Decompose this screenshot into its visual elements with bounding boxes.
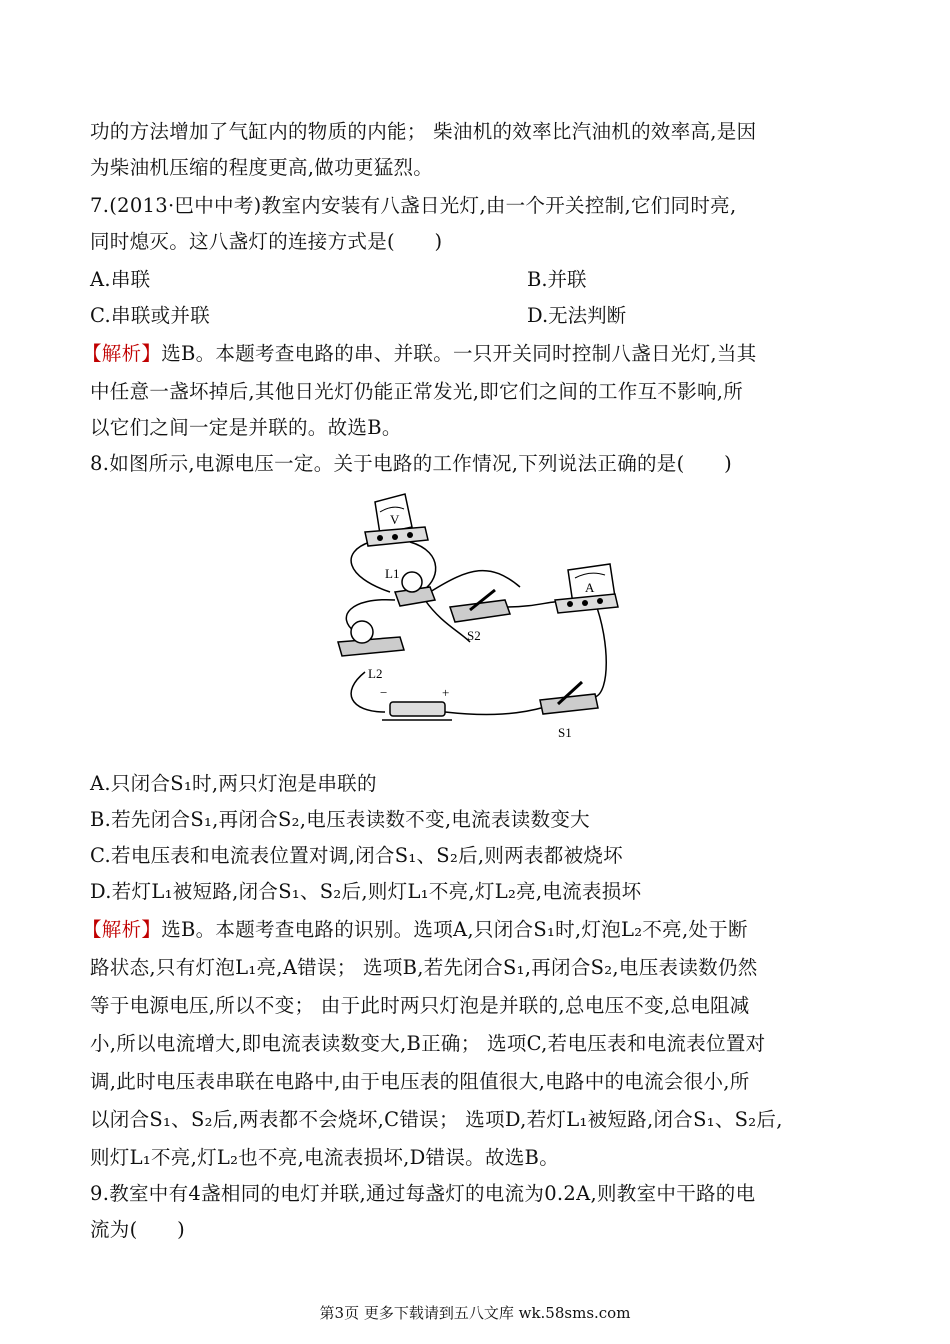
q8-stem: 8.如图所示,电源电压一定。关于电路的工作情况,下列说法正确的是( )	[90, 452, 733, 475]
q7-option-d: D.无法判断	[527, 304, 627, 327]
circuit-diagram	[330, 482, 620, 742]
lamp-l2-label: L2	[368, 666, 383, 681]
ammeter	[555, 564, 618, 613]
q8-explanation-line7: 则灯L₁不亮,灯L₂也不亮,电流表损坏,D错误。故选B。	[90, 1146, 559, 1169]
switch-s2-label: S2	[467, 628, 481, 643]
q8-explanation-line2: 路状态,只有灯泡L₁亮,A错误； 选项B,若先闭合S₁,再闭合S₂,电压表读数仍然	[90, 956, 758, 979]
q7-explanation-line1: 【解析】选B。本题考查电路的串、并联。一只开关同时控制八盏日光灯,当其	[82, 342, 757, 365]
battery-minus: −	[380, 685, 388, 700]
q8-option-c: C.若电压表和电流表位置对调,闭合S₁、S₂后,则两表都被烧坏	[90, 844, 623, 867]
q8-option-a: A.只闭合S₁时,两只灯泡是串联的	[90, 772, 377, 795]
q6-tail-line2: 为柴油机压缩的程度更高,做功更猛烈。	[90, 156, 434, 179]
q8-explanation-line1: 【解析】选B。本题考查电路的识别。选项A,只闭合S₁时,灯泡L₂不亮,处于断	[82, 918, 748, 941]
q7-stem-line2: 同时熄灭。这八盏灯的连接方式是( )	[90, 230, 443, 253]
lamp-l1-label: L1	[385, 566, 400, 581]
q8-explanation-line6: 以闭合S₁、S₂后,两表都不会烧坏,C错误； 选项D,若灯L₁被短路,闭合S₁、S₂后,	[90, 1108, 783, 1131]
q7-stem-line1: 7.(2013·巴中中考)教室内安装有八盏日光灯,由一个开关控制,它们同时亮,	[90, 194, 737, 217]
q8-option-b: B.若先闭合S₁,再闭合S₂,电压表读数不变,电流表读数变大	[90, 808, 590, 831]
switch-s2	[450, 590, 510, 643]
switch-s1	[540, 682, 598, 740]
ammeter-label: A	[585, 580, 595, 595]
page-footer: 第3页 更多下载请到五八文库 wk.58sms.com	[319, 1304, 631, 1322]
q8-explanation-line5: 调,此时电压表串联在电路中,由于电压表的阻值很大,电路中的电流会很小,所	[90, 1070, 750, 1093]
q7-explanation-line3: 以它们之间一定是并联的。故选B。	[90, 416, 402, 439]
voltmeter-label: V	[390, 512, 400, 527]
wire-l1-s2	[430, 571, 520, 592]
q8-explanation-line4: 小,所以电流增大,即电流表读数变大,B正确； 选项C,若电压表和电流表位置对	[90, 1032, 766, 1055]
q7-option-a: A.串联	[90, 268, 151, 291]
battery-plus: +	[442, 685, 450, 700]
q9-stem-line2: 流为( )	[90, 1218, 186, 1241]
q6-tail-line1: 功的方法增加了气缸内的物质的内能； 柴油机的效率比汽油机的效率高,是因	[90, 120, 757, 143]
q8-explanation-line3: 等于电源电压,所以不变； 由于此时两只灯泡是并联的,总电压不变,总电阻减	[90, 994, 750, 1017]
q8-option-d: D.若灯L₁被短路,闭合S₁、S₂后,则灯L₁不亮,灯L₂亮,电流表损坏	[90, 880, 642, 903]
q9-stem-line1: 9.教室中有4盏相同的电灯并联,通过每盏灯的电流为0.2A,则教室中干路的电	[90, 1182, 756, 1205]
switch-s1-label: S1	[558, 725, 572, 740]
q7-explanation-line2: 中任意一盏坏掉后,其他日光灯仍能正常发光,即它们之间的工作互不影响,所	[90, 380, 744, 403]
wire-battery-s1	[445, 707, 545, 714]
q7-option-c: C.串联或并联	[90, 304, 211, 327]
lamp-l2	[338, 621, 404, 681]
wire-ammeter-s1	[595, 602, 606, 697]
voltmeter	[365, 494, 428, 546]
q8-analysis-tag: 【解析】	[82, 918, 162, 941]
battery	[380, 685, 452, 720]
q7-option-b: B.并联	[527, 268, 587, 291]
q7-analysis-tag: 【解析】	[82, 342, 162, 365]
